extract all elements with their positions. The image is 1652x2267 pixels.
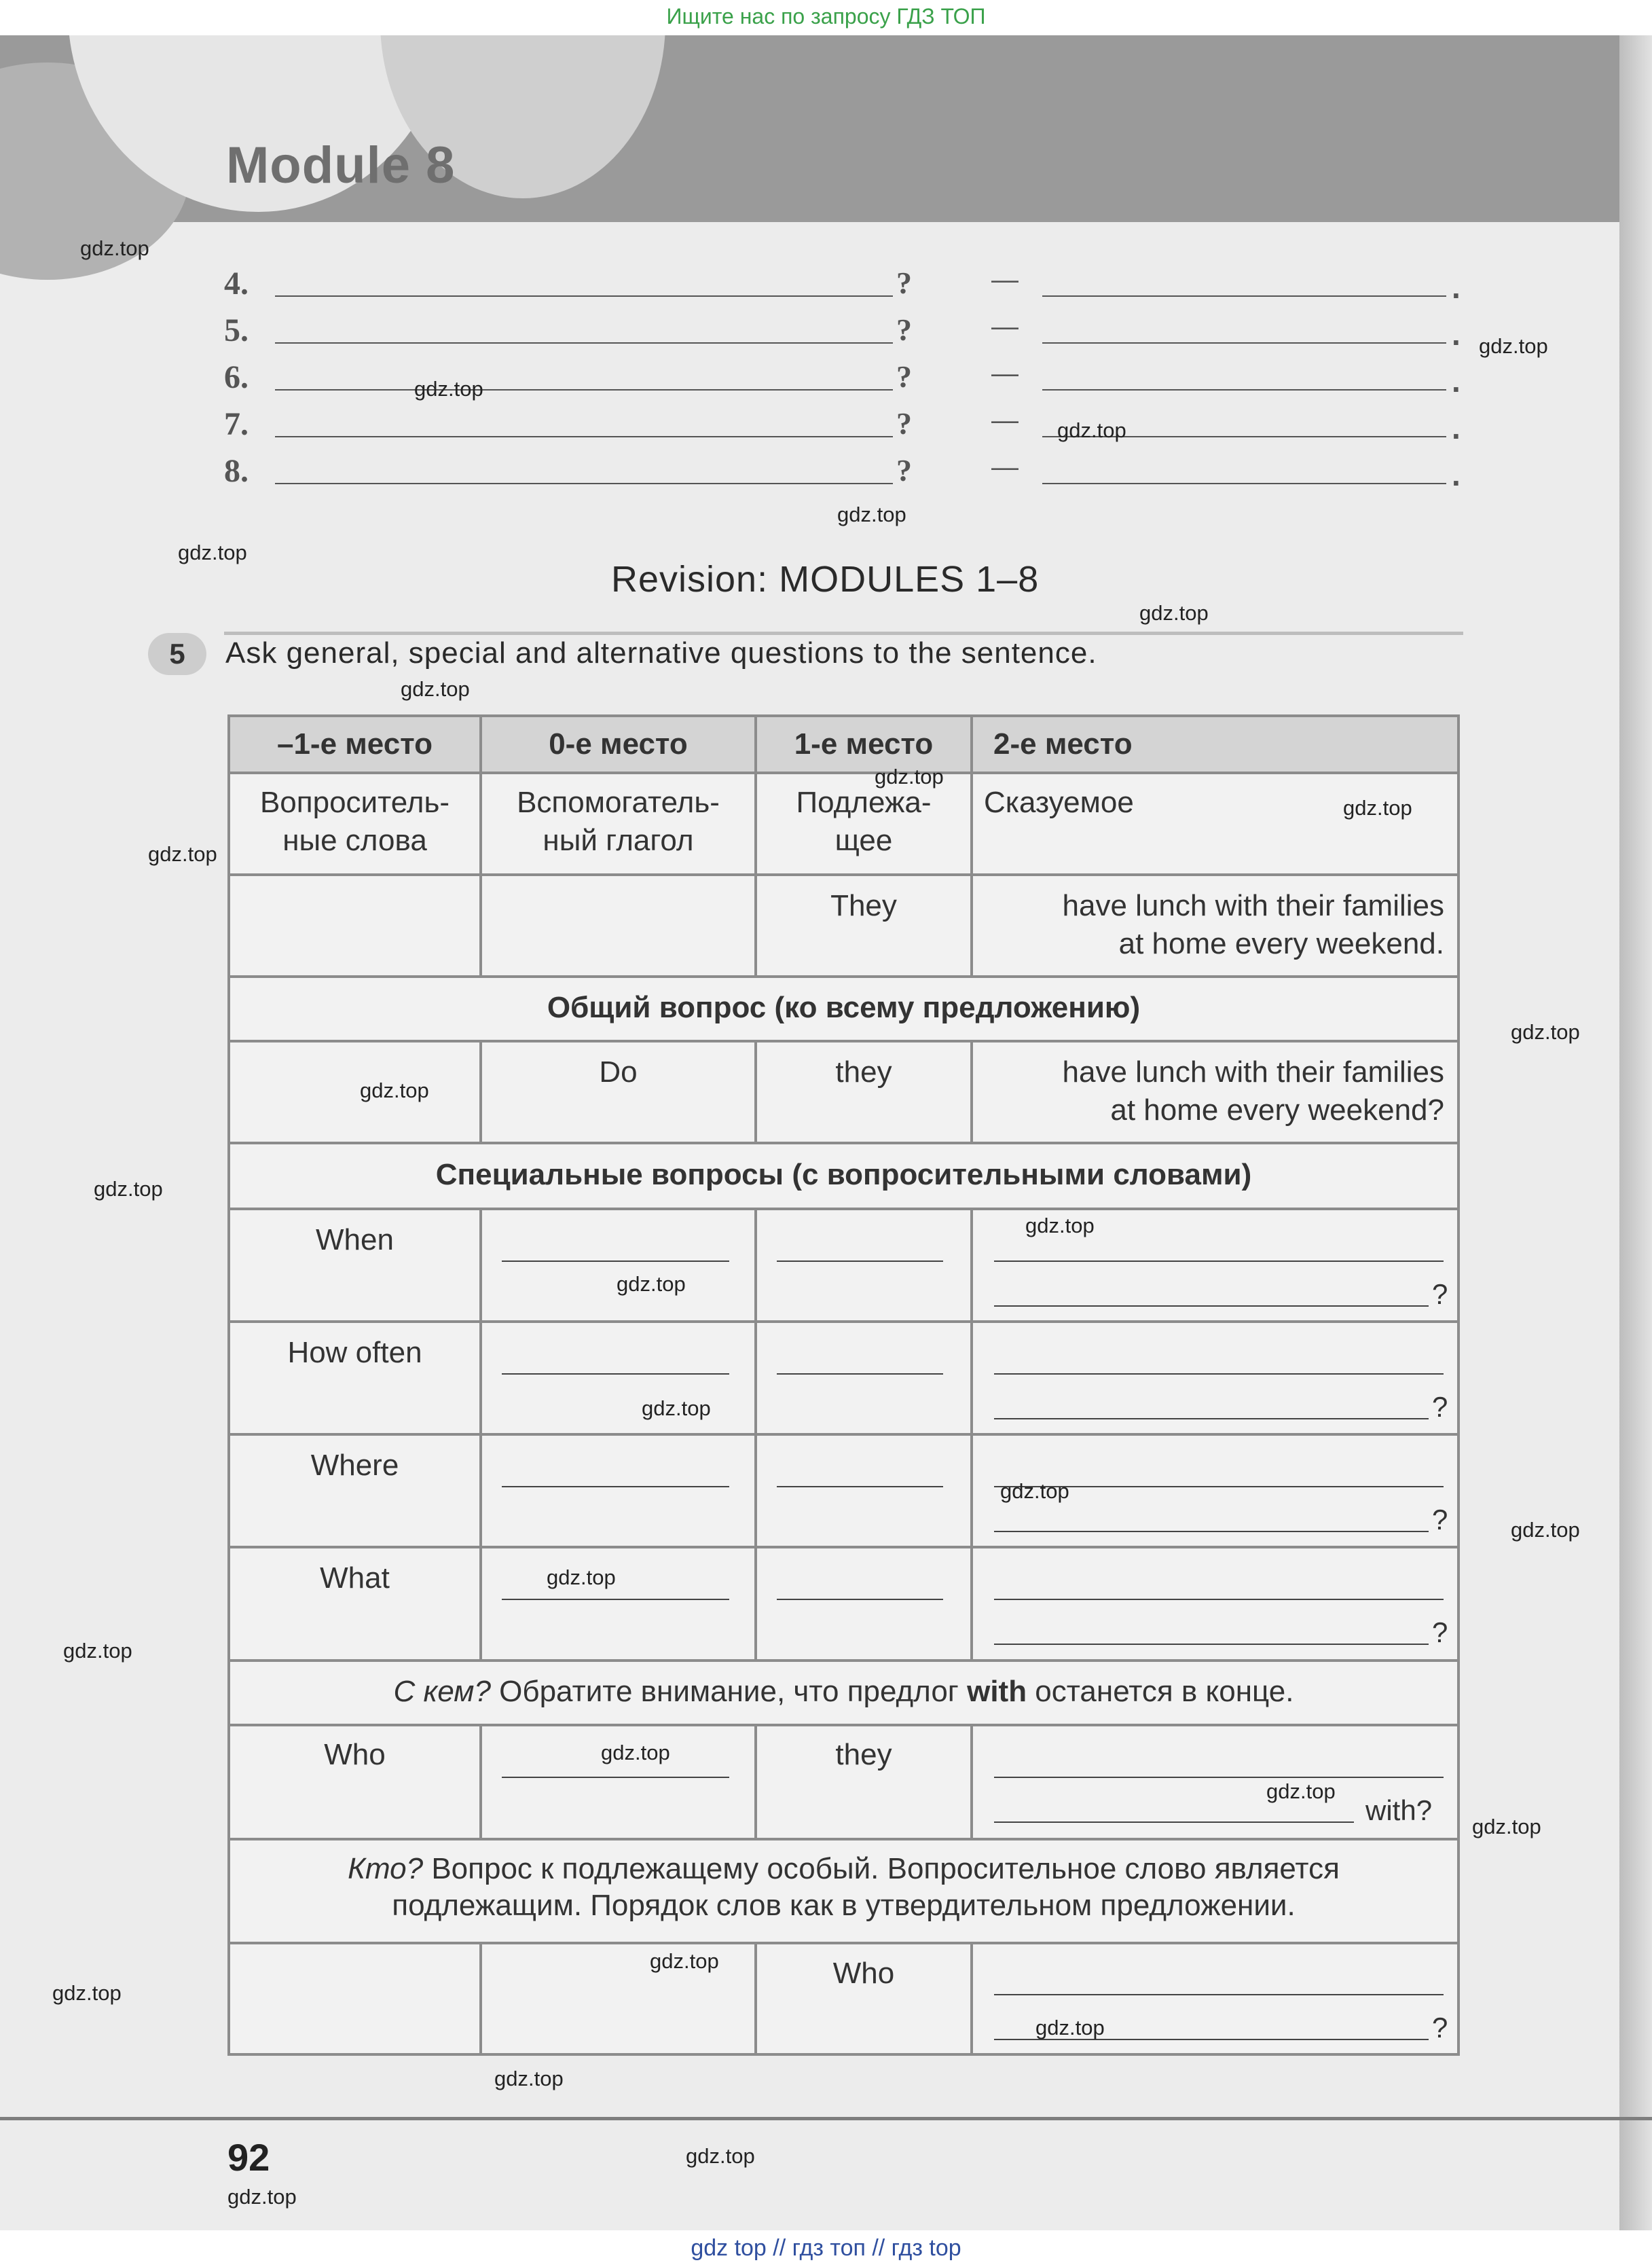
watermark: gdz.top [875, 765, 944, 788]
period: . [1452, 363, 1461, 399]
question-mark: ? [1432, 2012, 1448, 2044]
column-divider [970, 1208, 973, 1659]
row-divider [230, 1433, 1457, 1436]
revision-title: Revision: MODULES 1–8 [611, 559, 1040, 600]
divider [224, 632, 1463, 635]
subheader-auxiliary-verb: Вспомогатель- ный глагол [517, 786, 720, 857]
page-number: 92 [227, 2136, 270, 2179]
watermark: gdz.top [642, 1396, 711, 1420]
auxiliary-blank[interactable] [502, 1261, 729, 1262]
with-note-text-end: останется в конце. [1027, 1675, 1294, 1708]
column-divider [970, 1724, 973, 1838]
row-divider [230, 1040, 1457, 1042]
question-mark: ? [896, 406, 912, 441]
question-blank[interactable] [275, 389, 893, 391]
answer-blank[interactable] [1042, 389, 1446, 391]
header-band [0, 35, 1652, 222]
question-blank[interactable] [275, 436, 893, 437]
question-mark: ? [1432, 1391, 1448, 1423]
watermark: gdz.top [1035, 2016, 1105, 2039]
dash: — [991, 452, 1018, 482]
row-number: 4. [224, 266, 249, 302]
header-question-words-place: –1-е место [276, 727, 433, 761]
row-number: 6. [224, 359, 249, 395]
watermark: gdz.top [1479, 334, 1548, 358]
row-divider [230, 1724, 1457, 1726]
question-mark: ? [896, 312, 912, 347]
general-question-label: Общий вопрос (ко всему предложению) [547, 991, 1141, 1024]
row-number: 5. [224, 312, 249, 348]
question-word-where: Where [310, 1449, 399, 1482]
subheader-subject: Подлежа- щее [796, 786, 932, 857]
header-predicate-place: 2-е место [993, 727, 1133, 761]
question-blank[interactable] [275, 342, 893, 344]
watermark: gdz.top [494, 2067, 564, 2090]
answer-blank[interactable] [1042, 342, 1446, 344]
watermark: gdz.top [650, 1949, 719, 1973]
predicate-blank[interactable] [994, 1531, 1429, 1532]
watermark: gdz.top [1025, 1214, 1095, 1237]
question-mark: ? [1432, 1504, 1448, 1536]
question-word-when: When [316, 1223, 394, 1256]
statement-predicate: have lunch with their families at home every weekend. [1062, 889, 1444, 960]
module-title: Module 8 [226, 137, 456, 194]
watermark: gdz.top [1511, 1518, 1580, 1542]
period: . [1452, 270, 1461, 305]
question-mark: ? [1432, 1616, 1448, 1648]
predicate-blank[interactable] [994, 1644, 1429, 1645]
subject-blank[interactable] [777, 1486, 943, 1487]
with-note-text: Обратите внимание, что предлог [490, 1675, 968, 1708]
subheader-question-words: Вопроситель- ные слова [259, 786, 450, 857]
predicate-blank[interactable] [994, 1261, 1444, 1262]
question-word-how-often: How often [287, 1336, 422, 1369]
top-banner[interactable]: Ищите нас по запросу ГДЗ ТОП [666, 4, 986, 29]
answer-row-5 [224, 312, 1467, 352]
row-divider [230, 975, 1457, 978]
column-divider [479, 1942, 482, 2056]
bottom-banner[interactable]: gdz top // гдз топ // гдз top [691, 2235, 961, 2261]
column-divider [970, 1942, 973, 2056]
watermark: gdz.top [1057, 418, 1126, 442]
subject-note-italic: Кто? [348, 1852, 424, 1885]
row-divider [230, 873, 1457, 876]
watermark: gdz.top [686, 2144, 755, 2168]
row-number: 7. [224, 406, 249, 442]
watermark: gdz.top [601, 1741, 670, 1764]
workbook-page [0, 35, 1652, 2230]
predicate-blank[interactable] [994, 1373, 1444, 1375]
general-subject: they [835, 1055, 892, 1089]
column-divider [479, 1208, 482, 1659]
dash: — [991, 359, 1018, 388]
question-mark: ? [896, 359, 912, 394]
predicate-blank[interactable] [994, 1418, 1429, 1419]
question-mark: ? [1432, 1278, 1448, 1310]
predicate-blank[interactable] [994, 1821, 1354, 1823]
row-number: 8. [224, 453, 249, 489]
predicate-blank[interactable] [994, 1599, 1444, 1600]
period: . [1452, 410, 1461, 446]
watermark: gdz.top [1266, 1779, 1336, 1803]
header-auxiliary-place: 0-е место [549, 727, 688, 761]
with-note [230, 1673, 1457, 1711]
subject-blank[interactable] [777, 1599, 943, 1600]
subject-blank[interactable] [777, 1373, 943, 1375]
question-table [227, 714, 1460, 2056]
subject-note-text: Вопрос к подлежащему особый. Вопросительное слово является [423, 1852, 1340, 1885]
watermark: gdz.top [401, 677, 470, 701]
watermark: gdz.top [1000, 1479, 1069, 1503]
row-divider [230, 1320, 1457, 1323]
row-divider [230, 772, 1457, 774]
watermark: gdz.top [837, 503, 906, 526]
row-divider [230, 1942, 1457, 1944]
row-divider [230, 1838, 1457, 1840]
period: . [1452, 316, 1461, 352]
dash: — [991, 265, 1018, 295]
watermark: gdz.top [1139, 601, 1209, 625]
with-note-italic: С кем? [393, 1675, 491, 1708]
question-blank[interactable] [275, 295, 893, 297]
question-mark: ? [896, 453, 912, 488]
with-ending: with? [1365, 1794, 1433, 1826]
question-word-what: What [320, 1561, 390, 1595]
subject-question-note [230, 1850, 1457, 1888]
column-divider [479, 1724, 482, 1838]
subject-row-who: Who [832, 1957, 895, 1990]
row-divider [230, 1142, 1457, 1144]
watermark: gdz.top [547, 1565, 616, 1589]
subject-blank[interactable] [777, 1261, 943, 1262]
answer-blank[interactable] [1042, 295, 1446, 297]
watermark: gdz.top [148, 842, 217, 866]
row-divider [230, 1546, 1457, 1548]
footer-divider [0, 2117, 1652, 2120]
watermark: gdz.top [94, 1177, 163, 1201]
watermark: gdz.top [1472, 1815, 1541, 1838]
watermark: gdz.top [414, 377, 483, 401]
row-divider [230, 1659, 1457, 1662]
general-auxiliary: Do [599, 1055, 638, 1089]
auxiliary-blank[interactable] [502, 1373, 729, 1375]
question-blank[interactable] [275, 483, 893, 484]
page-edge [1619, 35, 1652, 2230]
period: . [1452, 457, 1461, 492]
dash: — [991, 405, 1018, 435]
statement-subject: They [830, 889, 897, 922]
watermark: gdz.top [360, 1078, 429, 1102]
special-questions-label: Специальные вопросы (с вопросительными словами) [435, 1158, 1252, 1191]
column-divider [754, 1208, 757, 1659]
answer-blank[interactable] [1042, 483, 1446, 484]
exercise-number: 5 [148, 633, 206, 675]
predicate-blank[interactable] [994, 1777, 1444, 1778]
dash: — [991, 312, 1018, 342]
answer-row-7 [224, 405, 1467, 446]
general-predicate: have lunch with their families at home every weekend? [1062, 1055, 1444, 1127]
subject-question-note-line2: подлежащим. Порядок слов как в утвердительном предложении. [392, 1889, 1296, 1922]
answer-row-4 [224, 265, 1467, 306]
who-row-subject: they [835, 1738, 892, 1771]
watermark: gdz.top [1343, 796, 1412, 820]
exercise-instruction: Ask general, special and alternative questions to the sentence. [225, 636, 1097, 670]
auxiliary-blank[interactable] [502, 1486, 729, 1487]
watermark: gdz.top [52, 1981, 122, 2005]
watermark: gdz.top [80, 236, 149, 260]
watermark: gdz.top [617, 1272, 686, 1296]
answer-row-6 [224, 359, 1467, 399]
with-note-bold: with [967, 1675, 1027, 1708]
header-subject-place: 1-е место [794, 727, 934, 761]
auxiliary-blank[interactable] [502, 1777, 729, 1778]
question-mark: ? [896, 266, 912, 300]
predicate-blank[interactable] [994, 1994, 1444, 1995]
subheader-predicate: Сказуемое [984, 786, 1134, 819]
watermark: gdz.top [227, 2185, 297, 2209]
answer-row-8 [224, 452, 1467, 493]
question-word-who: Who [324, 1738, 386, 1771]
predicate-blank[interactable] [994, 1305, 1429, 1307]
watermark: gdz.top [1511, 1020, 1580, 1044]
watermark: gdz.top [63, 1639, 132, 1663]
auxiliary-blank[interactable] [502, 1599, 729, 1600]
watermark: gdz.top [178, 541, 247, 564]
row-divider [230, 1208, 1457, 1210]
